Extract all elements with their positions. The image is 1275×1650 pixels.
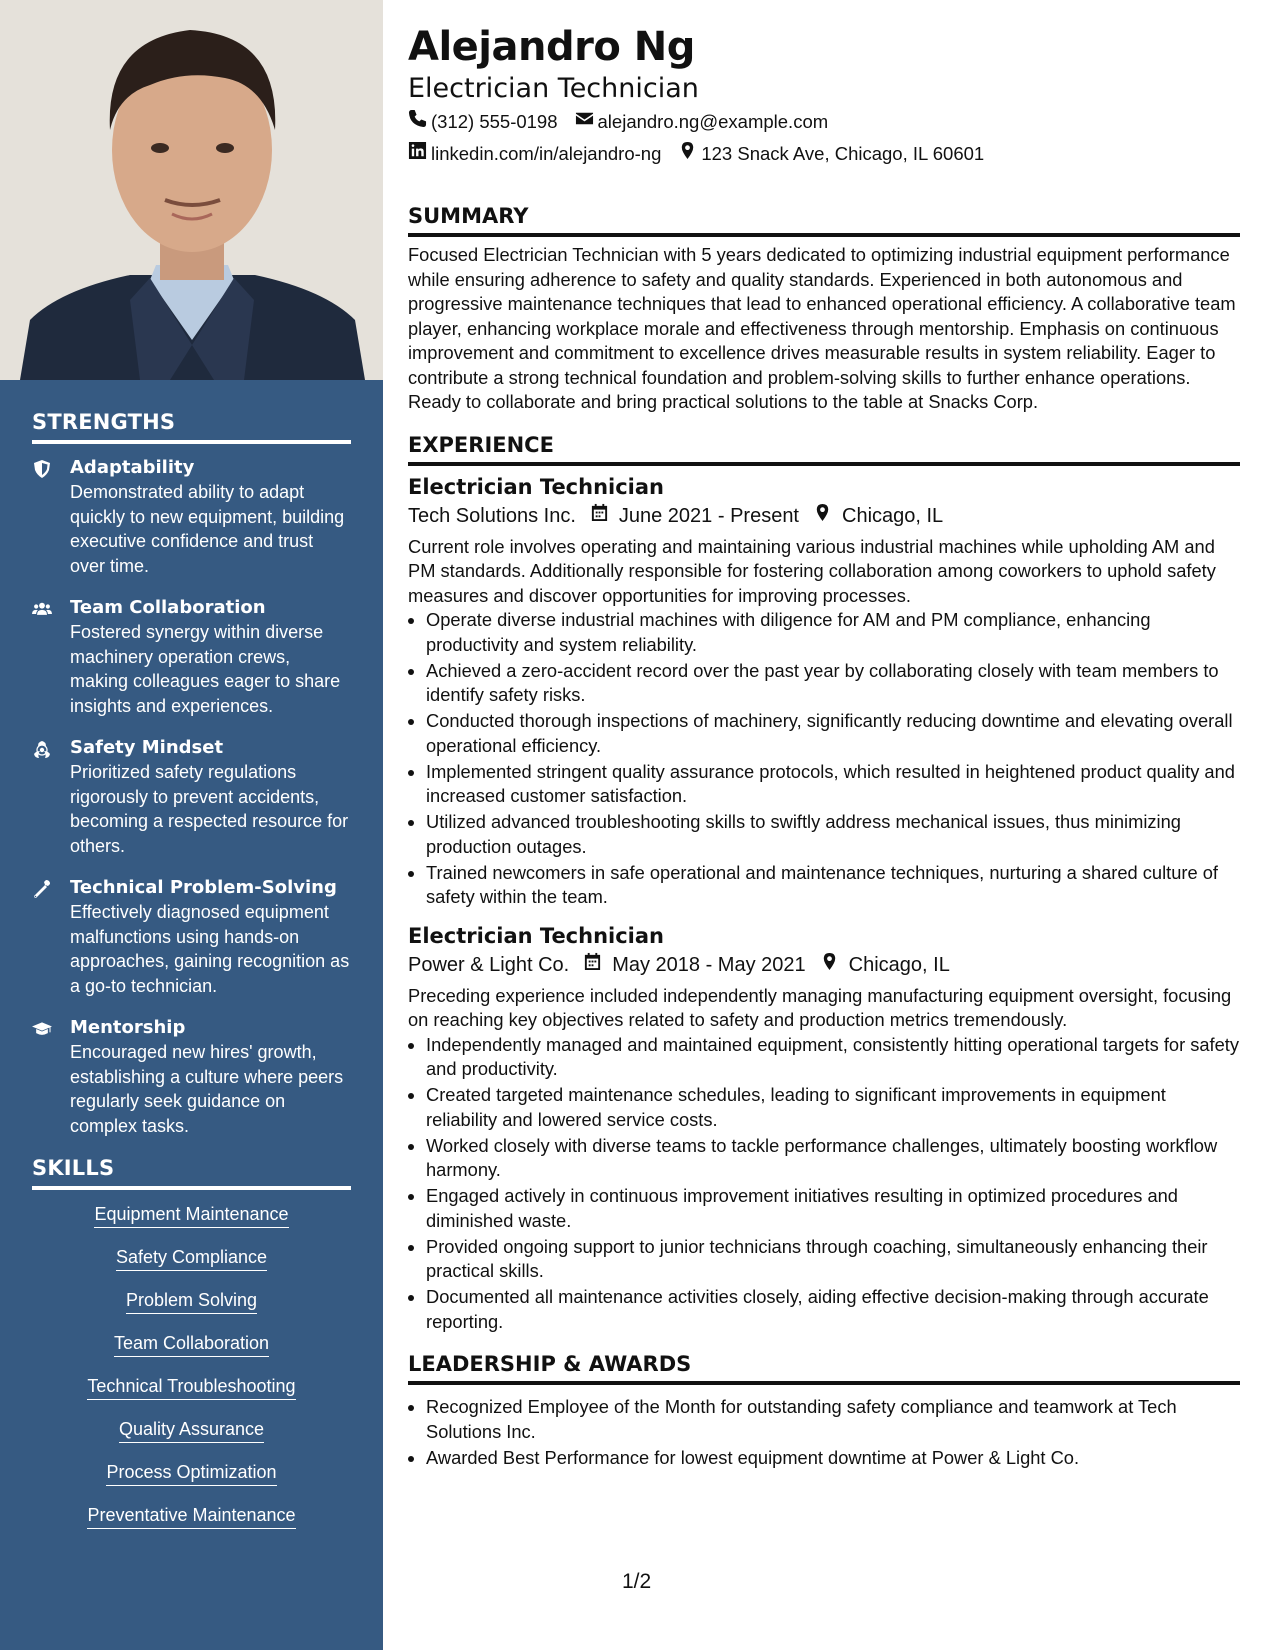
leadership-section xyxy=(408,1350,1240,1470)
summary-section xyxy=(408,202,1240,415)
calendar-icon xyxy=(583,950,612,980)
job-location xyxy=(820,950,950,980)
users-icon xyxy=(32,596,70,718)
job-dates xyxy=(590,501,799,531)
strength-title: Safety Mindset xyxy=(70,737,224,758)
contact-row xyxy=(408,138,1240,170)
address-contact xyxy=(678,138,984,170)
job-company xyxy=(408,501,576,531)
skill-item xyxy=(32,1202,351,1228)
strengths-heading: STRENGTHS xyxy=(32,410,351,444)
strength-desc: Encouraged new hires' growth, establishing a culture where peers regularly seek guidance on complex tasks. xyxy=(70,1042,344,1136)
sidebar xyxy=(0,0,383,1650)
job-bullet: • Created targeted maintenance schedules, leading to significant improvements in equipment reliability and lowered service costs. xyxy=(426,1083,1240,1132)
page-number: 1/2 xyxy=(622,1570,652,1593)
dates-text: June 2021 - Present xyxy=(618,504,799,527)
strength-desc: Demonstrated ability to adapt quickly to new equipment, building executive confidence and trust over time. xyxy=(70,482,345,576)
job-dates xyxy=(583,950,805,980)
job-description: Current role involves operating and maintaining various industrial machines while upholding AM and PM standards. Additionally responsible for fostering collaboration among coworkers to uphold safety measures and discover opportunities for improving processes. xyxy=(408,535,1216,606)
job-bullet: • Operate diverse industrial machines with diligence for AM and PM compliance, enhancing productivity and system reliability. xyxy=(426,608,1240,657)
linkedin-text: linkedin.com/in/alejandro-ng xyxy=(431,143,662,164)
job-bullet: • Worked closely with diverse teams to tackle performance challenges, ultimately boosting workflow harmony. xyxy=(426,1134,1240,1183)
leadership-heading: LEADERSHIP & AWARDS xyxy=(408,1350,1240,1385)
summary-heading: SUMMARY xyxy=(408,202,1240,237)
strength-desc: Effectively diagnosed equipment malfunctions using hands-on approaches, gaining recognition as a go-to technician. xyxy=(70,902,350,996)
phone-text: (312) 555-0198 xyxy=(431,111,558,132)
leadership-list xyxy=(408,1395,1240,1470)
wrench-icon xyxy=(32,876,70,998)
skill-item xyxy=(32,1503,351,1529)
company-text: Power & Light Co. xyxy=(408,953,570,976)
job-description: Preceding experience included independently managing manufacturing equipment oversight, focusing on reaching key objectives related to safety and production metrics tremendously. xyxy=(408,984,1232,1030)
summary-text: Focused Electrician Technician with 5 years dedicated to optimizing industrial equipment performance while ensuring adherence to safety and quality standards. Experienced in both autonomous and progressive maintenance techniques that lead to enhanced operational efficiency. A collaborative team player, enhancing workplace morale and effectiveness through mentorship. Emphasis on continuous improvement and commitment to excellence drives measurable results in system reliability. Eager to contribute a strong technical foundation and problem-solving skills to further enhance operations. Ready to collaborate and bring practical solutions to the table at Snacks Corp. xyxy=(408,244,1236,412)
job-bullet: • Independently managed and maintained equipment, consistently hitting operational targets for safety and productivity. xyxy=(426,1033,1240,1082)
strength-title: Team Collaboration xyxy=(70,597,266,618)
strength-item xyxy=(32,736,351,858)
biohazard-icon xyxy=(32,736,70,858)
calendar-icon xyxy=(590,501,619,531)
job-bullets xyxy=(408,608,1240,910)
email-contact[interactable] xyxy=(575,106,829,138)
skills-heading: SKILLS xyxy=(32,1156,351,1190)
job-bullet: • Conducted thorough inspections of machinery, significantly reducing downtime and elevating overall operational efficiency. xyxy=(426,709,1240,758)
job-title: Electrician Technician xyxy=(408,474,664,499)
graduation-cap-icon xyxy=(32,1016,70,1138)
dates-text: May 2018 - May 2021 xyxy=(612,953,806,976)
phone-icon xyxy=(408,106,431,138)
phone-contact[interactable] xyxy=(408,106,558,138)
experience-heading: EXPERIENCE xyxy=(408,431,1240,466)
strength-title: Technical Problem-Solving xyxy=(70,877,337,898)
skill-label: Equipment Maintenance xyxy=(94,1202,288,1228)
strength-desc: Fostered synergy within diverse machinery operation crews, making colleagues eager to share insights and experiences. xyxy=(70,622,341,716)
skill-label: Team Collaboration xyxy=(114,1331,269,1357)
profile-photo xyxy=(0,0,383,380)
skill-label: Quality Assurance xyxy=(119,1417,264,1443)
main-content xyxy=(408,22,1240,1472)
skill-label: Process Optimization xyxy=(106,1460,276,1486)
strength-desc: Prioritized safety regulations rigorously to prevent accidents, becoming a respected resource for others. xyxy=(70,762,349,856)
skill-item xyxy=(32,1288,351,1314)
contact-row xyxy=(408,106,1240,138)
job-location xyxy=(813,501,943,531)
strength-title: Mentorship xyxy=(70,1017,186,1038)
experience-section xyxy=(408,431,1240,1335)
location-text: Chicago, IL xyxy=(842,504,944,527)
job-bullet: • Implemented stringent quality assurance protocols, which resulted in heightened product quality and increased customer satisfaction. xyxy=(426,760,1240,809)
company-text: Tech Solutions Inc. xyxy=(408,504,576,527)
job-bullet: • Achieved a zero-accident record over the past year by collaborating closely with team members to identify safety risks. xyxy=(426,659,1240,708)
leadership-item: • Awarded Best Performance for lowest equipment downtime at Power & Light Co. xyxy=(426,1446,1240,1471)
skill-item xyxy=(32,1460,351,1486)
shield-icon xyxy=(32,456,70,578)
candidate-name: Alejandro Ng xyxy=(408,24,695,70)
map-pin-icon xyxy=(678,138,701,170)
envelope-icon xyxy=(575,106,598,138)
location-text: Chicago, IL xyxy=(848,953,950,976)
leadership-item: • Recognized Employee of the Month for outstanding safety compliance and teamwork at Tech Solutions Inc. xyxy=(426,1395,1240,1444)
job-bullets xyxy=(408,1033,1240,1335)
skill-label: Technical Troubleshooting xyxy=(87,1374,295,1400)
job-meta xyxy=(408,501,1240,531)
job-entry xyxy=(408,922,1240,1335)
email-text: alejandro.ng@example.com xyxy=(597,111,829,132)
linkedin-icon xyxy=(408,138,431,170)
map-pin-icon xyxy=(813,501,842,531)
skill-item xyxy=(32,1374,351,1400)
strength-item xyxy=(32,1016,351,1138)
skill-label: Preventative Maintenance xyxy=(87,1503,295,1529)
job-entry xyxy=(408,473,1240,910)
strength-item xyxy=(32,596,351,718)
strength-item xyxy=(32,456,351,578)
skill-item xyxy=(32,1331,351,1357)
job-company xyxy=(408,950,569,980)
skill-label: Problem Solving xyxy=(126,1288,257,1314)
address-text: 123 Snack Ave, Chicago, IL 60601 xyxy=(701,143,985,164)
skill-label: Safety Compliance xyxy=(116,1245,267,1271)
job-bullet: • Documented all maintenance activities closely, aiding effective decision-making through accurate reporting. xyxy=(426,1285,1240,1334)
job-meta xyxy=(408,950,1240,980)
strength-title: Adaptability xyxy=(70,457,195,478)
job-bullet: • Provided ongoing support to junior technicians through coaching, simultaneously enhancing their practical skills. xyxy=(426,1235,1240,1284)
linkedin-contact[interactable] xyxy=(408,138,661,170)
job-title: Electrician Technician xyxy=(408,923,664,948)
job-bullet: • Trained newcomers in safe operational and maintenance techniques, nurturing a shared culture of safety within the team. xyxy=(426,861,1240,910)
strength-item xyxy=(32,876,351,998)
skill-item xyxy=(32,1245,351,1271)
candidate-role: Electrician Technician xyxy=(408,73,699,104)
map-pin-icon xyxy=(820,950,849,980)
skills-list xyxy=(32,1202,351,1529)
skill-item xyxy=(32,1417,351,1443)
job-bullet: • Engaged actively in continuous improvement initiatives resulting in optimized procedures and diminished waste. xyxy=(426,1184,1240,1233)
job-bullet: • Utilized advanced troubleshooting skills to swiftly address mechanical issues, thus minimizing production outages. xyxy=(426,810,1240,859)
